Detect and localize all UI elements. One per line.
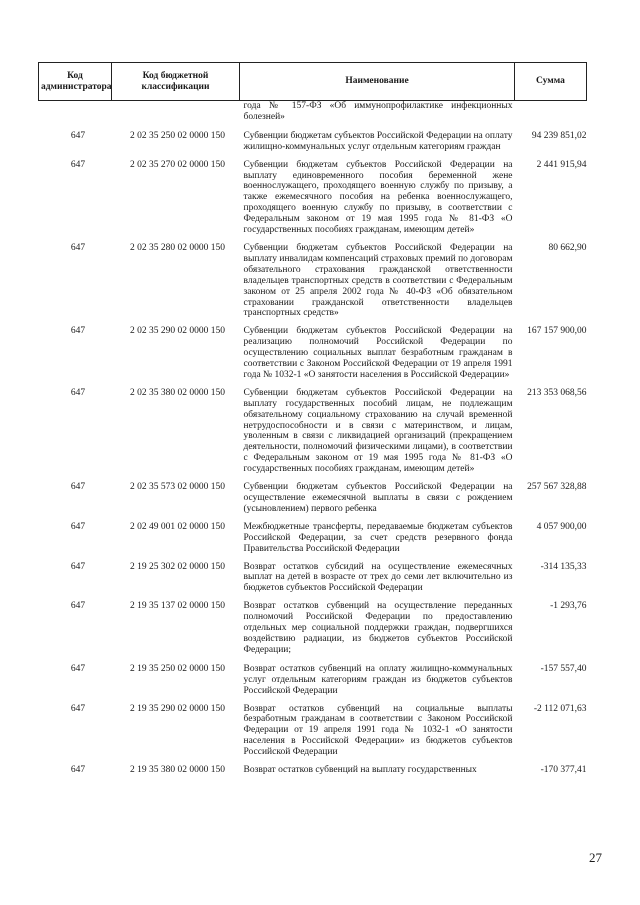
code-cell: 2 02 35 573 02 0000 150 <box>130 482 225 493</box>
name-cell: Субвенции бюджетам субъектов Российской Федерации на выплату государственных пособий лицам, не подлежащим обязательному социальному страхованию на случай временной нетрудоспособности и в связи с материнством, и лицам, уволенным в связи с ликвидацией организаций (прекращением деятельности, полномочий физическими лицами), в соответствии с Федеральным законом от 19 мая 1995 года № 81-ФЗ «О государственных пособиях гражданам, имеющим детей» <box>243 387 513 475</box>
code-cell: 2 02 35 270 02 0000 150 <box>130 159 225 170</box>
table-row <box>39 101 587 131</box>
sum-cell: 213 353 068,56 <box>527 387 587 398</box>
table-row <box>39 243 587 326</box>
code-cell: 2 19 35 137 02 0000 150 <box>130 601 225 612</box>
code-cell: 2 02 35 380 02 0000 150 <box>130 387 225 398</box>
code-cell: 2 02 35 280 02 0000 150 <box>130 242 225 253</box>
sum-cell: 257 567 328,88 <box>527 482 587 493</box>
admin-cell: 647 <box>70 159 86 170</box>
table-row <box>39 664 587 704</box>
admin-cell: 647 <box>70 521 86 532</box>
sum-cell: 2 441 915,94 <box>536 159 587 170</box>
header-name: Наименование <box>240 63 515 101</box>
sum-cell <box>515 101 587 131</box>
code-cell: 2 19 35 250 02 0000 150 <box>130 663 225 674</box>
sum-cell: 167 157 900,00 <box>527 326 587 337</box>
admin-cell: 647 <box>70 242 86 253</box>
name-cell: Возврат остатков субсидий на осуществление ежемесячных выплат на детей в возрасте от трех до семи лет включительно из бюджетов субъектов Российской Федерации <box>243 561 513 594</box>
name-cell: Субвенции бюджетам субъектов Российской Федерации на оплату жилищно-коммунальных услуг отдельным категориям граждан <box>243 130 513 152</box>
code-cell: 2 19 25 302 02 0000 150 <box>130 561 225 572</box>
header-sum: Сумма <box>515 63 587 101</box>
name-cell: Субвенции бюджетам субъектов Российской Федерации на выплату инвалидам компенсаций страховых премий по договорам обязательного страхования гражданской ответственности владельцев транспортных средств в соответствии с Федеральным законом от 25 апреля 2002 года № 40-ФЗ «Об обязательном страховании гражданской ответственности владельцев транспортных средств» <box>243 242 513 319</box>
admin-cell: 647 <box>70 663 86 674</box>
sum-cell: -157 557,40 <box>540 663 587 674</box>
admin-cell: 647 <box>70 703 86 714</box>
table-row <box>39 326 587 388</box>
sum-cell: 94 239 851,02 <box>531 130 587 141</box>
admin-cell: 647 <box>70 765 86 776</box>
table-row <box>39 765 587 776</box>
name-cell: Межбюджетные трансферты, передаваемые бюджетам субъектов Российской Федерации, за счет средств резервного фонда Правительства Российской Федерации <box>243 521 513 554</box>
table-header-row <box>39 63 587 101</box>
table-row <box>39 160 587 243</box>
sum-cell: -2 112 071,63 <box>533 703 587 714</box>
admin-cell: 647 <box>70 561 86 572</box>
table-body <box>39 101 587 776</box>
admin-cell: 647 <box>70 387 86 398</box>
name-cell: Возврат остатков субвенций на осуществление переданных полномочий Российской Федерации по предоставлению отдельных мер социальной поддержки граждан, подвергшихся воздействию радиации, из бюджетов субъектов Российской Федерации; <box>243 601 513 655</box>
code-cell: 2 02 35 250 02 0000 150 <box>130 130 225 141</box>
header-code: Код бюджетной классификации <box>112 63 240 101</box>
name-cell: Возврат остатков субвенций на выплату государственных <box>243 765 477 776</box>
sum-cell: -314 135,33 <box>540 561 587 572</box>
name-cell: Субвенции бюджетам субъектов Российской Федерации на осуществление ежемесячной выплаты в связи с рождением (усыновлением) первого ребенка <box>243 482 513 514</box>
code-cell: 2 02 49 001 02 0000 150 <box>130 521 225 532</box>
admin-cell: 647 <box>70 601 86 612</box>
name-cell: Возврат остатков субвенций на оплату жилищно-коммунальных услуг отдельным категориям граждан из бюджетов субъектов Российской Федерации <box>243 663 513 696</box>
name-cell: Возврат остатков субвенций на социальные выплаты безработным гражданам в соответствии с Законом Российской Федерации от 19 апреля 1991 года № 1032-1 «О занятости населения в Российской Федерации» из бюджетов субъектов Российской Федерации <box>243 703 513 758</box>
code-cell: 2 19 35 380 02 0000 150 <box>130 765 225 776</box>
table-row <box>39 562 587 602</box>
header-admin: Код администратора <box>39 63 112 101</box>
admin-cell: 647 <box>70 482 86 493</box>
code-cell: 2 19 35 290 02 0000 150 <box>130 703 225 714</box>
table-row <box>39 388 587 482</box>
table-row <box>39 704 587 766</box>
table-row <box>39 601 587 664</box>
name-cell: Субвенции бюджетам субъектов Российской Федерации на реализацию полномочий Российской Федерации по осуществлению социальных выплат безработным гражданам в соответствии с Законом Российской Федерации от 19 апреля 1991 года № 1032-1 «О занятости населения в Российской Федерации» <box>243 326 513 380</box>
table-row <box>39 482 587 522</box>
sum-cell: 80 662,90 <box>548 242 587 253</box>
budget-table <box>38 62 587 776</box>
sum-cell: -170 377,41 <box>540 765 587 776</box>
admin-cell: 647 <box>70 130 86 141</box>
admin-cell <box>39 101 112 131</box>
page-number: 27 <box>589 850 602 865</box>
code-cell <box>112 101 240 131</box>
admin-cell: 647 <box>70 326 86 337</box>
code-cell: 2 02 35 290 02 0000 150 <box>130 326 225 337</box>
sum-cell: 4 057 900,00 <box>536 521 587 532</box>
table-row <box>39 131 587 160</box>
table-row <box>39 522 587 562</box>
sum-cell: -1 293,76 <box>550 601 587 612</box>
name-cell: года № 157-ФЗ «Об иммунопрофилактике инфекционных болезней» <box>243 101 513 122</box>
name-cell: Субвенции бюджетам субъектов Российской Федерации на выплату единовременного пособия беременной жене военнослужащего, проходящего военную службу по призыву, а также ежемесячного пособия на ребенка военнослужащего, проходящего военную службу по призыву, в соответствии с Федеральным законом от 19 мая 1995 года № 81-ФЗ «О государственных пособиях гражданам, имеющим детей» <box>243 159 513 236</box>
